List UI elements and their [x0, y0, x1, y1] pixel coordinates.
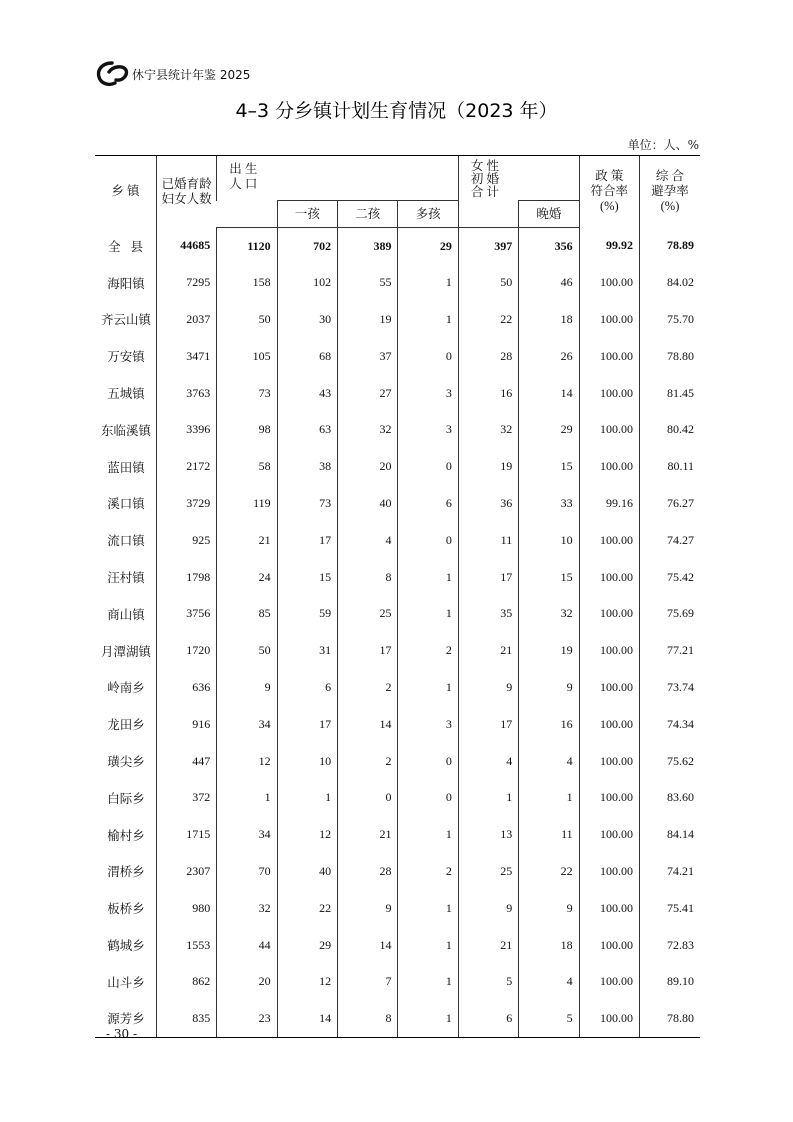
cell-first-child: 12 — [277, 963, 337, 1000]
cell-second-child: 55 — [338, 264, 398, 301]
cell-births: 58 — [217, 448, 277, 485]
header-multi-child: 多孩 — [398, 201, 458, 228]
table-row — [95, 411, 700, 448]
cell-married-women: 44685 — [156, 228, 216, 265]
cell-policy-rate: 100.00 — [579, 411, 639, 448]
cell-town: 万安镇 — [107, 349, 145, 365]
header-female-first-marriage: 女 性初 婚合 计 — [458, 156, 579, 201]
cell-births: 85 — [217, 595, 277, 632]
cell-multi-child: 1 — [398, 816, 458, 853]
table-row — [95, 375, 700, 412]
cell-married-women: 1553 — [156, 927, 216, 964]
cell-female-marriage: 9 — [458, 669, 518, 706]
cell-births: 24 — [217, 559, 277, 596]
cell-married-women: 862 — [156, 963, 216, 1000]
table-row — [95, 743, 700, 780]
cell-contraception-rate: 78.80 — [640, 1000, 700, 1037]
cell-late-marriage: 15 — [519, 448, 579, 485]
cell-births: 23 — [217, 1000, 277, 1037]
cell-second-child: 37 — [338, 338, 398, 375]
cell-married-women: 3756 — [156, 595, 216, 632]
cell-town: 东临溪镇 — [100, 422, 151, 438]
cell-policy-rate: 100.00 — [579, 816, 639, 853]
table-row — [95, 301, 700, 338]
cell-contraception-rate: 78.80 — [640, 338, 700, 375]
cell-contraception-rate: 80.11 — [640, 448, 700, 485]
cell-first-child: 59 — [277, 595, 337, 632]
cell-first-child: 63 — [277, 411, 337, 448]
cell-policy-rate: 99.16 — [579, 485, 639, 522]
cell-married-women: 835 — [156, 1000, 216, 1037]
cell-female-marriage: 11 — [458, 522, 518, 559]
cell-second-child: 8 — [338, 1000, 398, 1037]
cell-policy-rate: 99.92 — [579, 228, 639, 265]
cell-late-marriage: 9 — [519, 890, 579, 927]
cell-policy-rate: 100.00 — [579, 264, 639, 301]
table-row — [95, 559, 700, 596]
cell-second-child: 2 — [338, 743, 398, 780]
yearbook-title: 休宁县统计年鉴 2025 — [132, 68, 251, 82]
cell-first-child: 17 — [277, 706, 337, 743]
cell-town: 渭桥乡 — [107, 864, 145, 880]
header-married-women: 已婚育龄妇女人数 — [156, 156, 216, 228]
cell-town: 山斗乡 — [107, 974, 145, 990]
cell-births: 119 — [217, 485, 277, 522]
cell-multi-child: 0 — [398, 779, 458, 816]
cell-town: 流口镇 — [107, 533, 145, 549]
cell-married-women: 447 — [156, 743, 216, 780]
cell-policy-rate: 100.00 — [579, 743, 639, 780]
cell-late-marriage: 22 — [519, 853, 579, 890]
cell-female-marriage: 4 — [458, 743, 518, 780]
cell-contraception-rate: 84.02 — [640, 264, 700, 301]
cell-contraception-rate: 84.14 — [640, 816, 700, 853]
cell-female-marriage: 21 — [458, 927, 518, 964]
cell-first-child: 17 — [277, 522, 337, 559]
table-row — [95, 1000, 700, 1037]
cell-policy-rate: 100.00 — [579, 522, 639, 559]
cell-married-women: 916 — [156, 706, 216, 743]
cell-births: 20 — [217, 963, 277, 1000]
cell-married-women: 925 — [156, 522, 216, 559]
cell-multi-child: 1 — [398, 595, 458, 632]
cell-late-marriage: 5 — [519, 1000, 579, 1037]
cell-town: 榆村乡 — [107, 827, 145, 843]
header-first-child: 一孩 — [277, 201, 337, 228]
header-second-child: 二孩 — [338, 201, 398, 228]
table-row — [95, 890, 700, 927]
cell-first-child: 6 — [277, 669, 337, 706]
cell-late-marriage: 19 — [519, 632, 579, 669]
cell-multi-child: 2 — [398, 632, 458, 669]
page-number: - 30 - — [106, 1027, 138, 1041]
cell-contraception-rate: 74.27 — [640, 522, 700, 559]
yearbook-logo-icon — [96, 60, 130, 88]
cell-married-women: 2037 — [156, 301, 216, 338]
cell-births: 158 — [217, 264, 277, 301]
cell-married-women: 3729 — [156, 485, 216, 522]
cell-contraception-rate: 75.42 — [640, 559, 700, 596]
cell-births: 12 — [217, 743, 277, 780]
cell-second-child: 40 — [338, 485, 398, 522]
cell-second-child: 28 — [338, 853, 398, 890]
cell-policy-rate: 100.00 — [579, 632, 639, 669]
cell-births: 44 — [217, 927, 277, 964]
cell-multi-child: 0 — [398, 522, 458, 559]
cell-late-marriage: 11 — [519, 816, 579, 853]
table-row — [95, 927, 700, 964]
cell-female-marriage: 397 — [458, 228, 518, 265]
cell-second-child: 17 — [338, 632, 398, 669]
cell-births: 21 — [217, 522, 277, 559]
cell-births: 50 — [217, 301, 277, 338]
cell-contraception-rate: 73.74 — [640, 669, 700, 706]
family-planning-table — [95, 155, 700, 1038]
table-row — [95, 632, 700, 669]
cell-policy-rate: 100.00 — [579, 706, 639, 743]
unit-label: 单位：人、% — [627, 138, 699, 152]
cell-second-child: 7 — [338, 963, 398, 1000]
page-title: 4–3 分乡镇计划生育情况（2023 年） — [235, 100, 558, 122]
cell-late-marriage: 33 — [519, 485, 579, 522]
cell-second-child: 32 — [338, 411, 398, 448]
table-row — [95, 816, 700, 853]
cell-second-child: 21 — [338, 816, 398, 853]
cell-female-marriage: 17 — [458, 559, 518, 596]
cell-late-marriage: 356 — [519, 228, 579, 265]
cell-first-child: 38 — [277, 448, 337, 485]
table-row — [95, 485, 700, 522]
cell-female-marriage: 19 — [458, 448, 518, 485]
cell-female-marriage: 13 — [458, 816, 518, 853]
cell-town: 商山镇 — [107, 606, 145, 622]
cell-late-marriage: 4 — [519, 743, 579, 780]
header-policy-rate: 政 策符合率(%) — [579, 156, 639, 228]
cell-multi-child: 1 — [398, 963, 458, 1000]
cell-multi-child: 3 — [398, 375, 458, 412]
cell-female-marriage: 1 — [458, 779, 518, 816]
cell-late-marriage: 10 — [519, 522, 579, 559]
cell-policy-rate: 100.00 — [579, 853, 639, 890]
cell-first-child: 102 — [277, 264, 337, 301]
cell-multi-child: 0 — [398, 743, 458, 780]
cell-multi-child: 6 — [398, 485, 458, 522]
cell-town: 龙田乡 — [107, 717, 145, 733]
cell-town: 齐云山镇 — [100, 312, 151, 328]
cell-female-marriage: 21 — [458, 632, 518, 669]
cell-policy-rate: 100.00 — [579, 448, 639, 485]
cell-policy-rate: 100.00 — [579, 559, 639, 596]
cell-town: 岭南乡 — [107, 680, 145, 696]
cell-multi-child: 0 — [398, 448, 458, 485]
cell-contraception-rate: 77.21 — [640, 632, 700, 669]
header-contraception-rate: 综 合避孕率(%) — [640, 156, 700, 228]
table-row — [95, 779, 700, 816]
cell-first-child: 31 — [277, 632, 337, 669]
cell-multi-child: 1 — [398, 1000, 458, 1037]
cell-married-women: 7295 — [156, 264, 216, 301]
cell-multi-child: 2 — [398, 853, 458, 890]
cell-second-child: 4 — [338, 522, 398, 559]
cell-policy-rate: 100.00 — [579, 595, 639, 632]
cell-married-women: 1798 — [156, 559, 216, 596]
cell-late-marriage: 18 — [519, 927, 579, 964]
cell-births: 105 — [217, 338, 277, 375]
cell-late-marriage: 1 — [519, 779, 579, 816]
cell-multi-child: 29 — [398, 228, 458, 265]
cell-policy-rate: 100.00 — [579, 1000, 639, 1037]
cell-births: 98 — [217, 411, 277, 448]
table-row — [95, 853, 700, 890]
cell-first-child: 12 — [277, 816, 337, 853]
cell-policy-rate: 100.00 — [579, 375, 639, 412]
cell-female-marriage: 9 — [458, 890, 518, 927]
header-births: 出 生人 口 — [217, 156, 459, 201]
cell-policy-rate: 100.00 — [579, 890, 639, 927]
cell-contraception-rate: 75.70 — [640, 301, 700, 338]
cell-female-marriage: 32 — [458, 411, 518, 448]
cell-contraception-rate: 83.60 — [640, 779, 700, 816]
cell-contraception-rate: 76.27 — [640, 485, 700, 522]
cell-female-marriage: 22 — [458, 301, 518, 338]
cell-first-child: 15 — [277, 559, 337, 596]
cell-married-women: 372 — [156, 779, 216, 816]
cell-female-marriage: 36 — [458, 485, 518, 522]
cell-female-marriage: 28 — [458, 338, 518, 375]
header-town: 乡 镇 — [95, 156, 156, 228]
cell-births: 73 — [217, 375, 277, 412]
cell-contraception-rate: 78.89 — [640, 228, 700, 265]
cell-town: 全县 — [107, 238, 153, 254]
cell-town: 白际乡 — [107, 790, 145, 806]
cell-multi-child: 1 — [398, 669, 458, 706]
cell-policy-rate: 100.00 — [579, 338, 639, 375]
table-row — [95, 228, 700, 265]
cell-town: 鹤城乡 — [107, 938, 145, 954]
cell-contraception-rate: 75.41 — [640, 890, 700, 927]
cell-second-child: 14 — [338, 706, 398, 743]
cell-town: 蓝田镇 — [107, 459, 145, 475]
table-header — [95, 156, 700, 228]
cell-contraception-rate: 74.21 — [640, 853, 700, 890]
cell-late-marriage: 9 — [519, 669, 579, 706]
cell-births: 34 — [217, 816, 277, 853]
cell-late-marriage: 29 — [519, 411, 579, 448]
cell-multi-child: 1 — [398, 559, 458, 596]
table-row — [95, 448, 700, 485]
cell-town: 月潭湖镇 — [100, 643, 151, 659]
cell-second-child: 20 — [338, 448, 398, 485]
cell-town: 源芳乡 — [95, 1000, 156, 1037]
cell-town: 溪口镇 — [107, 496, 145, 512]
cell-female-marriage: 35 — [458, 595, 518, 632]
cell-married-women: 2307 — [156, 853, 216, 890]
cell-first-child: 10 — [277, 743, 337, 780]
cell-married-women: 3396 — [156, 411, 216, 448]
cell-second-child: 19 — [338, 301, 398, 338]
cell-births: 1 — [217, 779, 277, 816]
cell-births: 32 — [217, 890, 277, 927]
cell-female-marriage: 16 — [458, 375, 518, 412]
table-row — [95, 963, 700, 1000]
cell-multi-child: 1 — [398, 927, 458, 964]
cell-second-child: 14 — [338, 927, 398, 964]
table-body — [95, 228, 700, 1038]
cell-second-child: 0 — [338, 779, 398, 816]
cell-first-child: 73 — [277, 485, 337, 522]
cell-female-marriage: 25 — [458, 853, 518, 890]
cell-late-marriage: 46 — [519, 264, 579, 301]
cell-married-women: 636 — [156, 669, 216, 706]
cell-multi-child: 0 — [398, 338, 458, 375]
cell-multi-child: 1 — [398, 890, 458, 927]
cell-contraception-rate: 75.62 — [640, 743, 700, 780]
cell-first-child: 29 — [277, 927, 337, 964]
cell-late-marriage: 15 — [519, 559, 579, 596]
cell-contraception-rate: 89.10 — [640, 963, 700, 1000]
cell-births: 34 — [217, 706, 277, 743]
cell-policy-rate: 100.00 — [579, 927, 639, 964]
cell-policy-rate: 100.00 — [579, 301, 639, 338]
cell-late-marriage: 16 — [519, 706, 579, 743]
cell-married-women: 3763 — [156, 375, 216, 412]
table-row — [95, 706, 700, 743]
cell-multi-child: 3 — [398, 706, 458, 743]
cell-female-marriage: 6 — [458, 1000, 518, 1037]
cell-married-women: 3471 — [156, 338, 216, 375]
cell-first-child: 43 — [277, 375, 337, 412]
cell-town: 海阳镇 — [107, 275, 145, 291]
table-row — [95, 669, 700, 706]
cell-multi-child: 1 — [398, 264, 458, 301]
table-row — [95, 595, 700, 632]
cell-first-child: 14 — [277, 1000, 337, 1037]
cell-late-marriage: 18 — [519, 301, 579, 338]
cell-late-marriage: 14 — [519, 375, 579, 412]
cell-married-women: 2172 — [156, 448, 216, 485]
cell-births: 70 — [217, 853, 277, 890]
cell-married-women: 1715 — [156, 816, 216, 853]
cell-multi-child: 1 — [398, 301, 458, 338]
table-row — [95, 338, 700, 375]
cell-first-child: 22 — [277, 890, 337, 927]
cell-female-marriage: 50 — [458, 264, 518, 301]
cell-first-child: 40 — [277, 853, 337, 890]
cell-policy-rate: 100.00 — [579, 669, 639, 706]
cell-births: 50 — [217, 632, 277, 669]
cell-contraception-rate: 80.42 — [640, 411, 700, 448]
table-row — [95, 264, 700, 301]
cell-contraception-rate: 75.69 — [640, 595, 700, 632]
cell-married-women: 980 — [156, 890, 216, 927]
cell-policy-rate: 100.00 — [579, 779, 639, 816]
cell-married-women: 1720 — [156, 632, 216, 669]
cell-second-child: 27 — [338, 375, 398, 412]
cell-second-child: 2 — [338, 669, 398, 706]
cell-policy-rate: 100.00 — [579, 963, 639, 1000]
cell-second-child: 8 — [338, 559, 398, 596]
cell-late-marriage: 4 — [519, 963, 579, 1000]
cell-contraception-rate: 72.83 — [640, 927, 700, 964]
cell-late-marriage: 32 — [519, 595, 579, 632]
cell-first-child: 68 — [277, 338, 337, 375]
cell-first-child: 30 — [277, 301, 337, 338]
table-row — [95, 522, 700, 559]
cell-births: 9 — [217, 669, 277, 706]
cell-female-marriage: 17 — [458, 706, 518, 743]
cell-second-child: 389 — [338, 228, 398, 265]
cell-female-marriage: 5 — [458, 963, 518, 1000]
cell-multi-child: 3 — [398, 411, 458, 448]
cell-second-child: 25 — [338, 595, 398, 632]
cell-town: 汪村镇 — [107, 570, 145, 586]
cell-first-child: 1 — [277, 779, 337, 816]
cell-contraception-rate: 74.34 — [640, 706, 700, 743]
cell-town: 五城镇 — [107, 386, 145, 402]
cell-town: 板桥乡 — [107, 901, 145, 917]
header-late-marriage: 晚婚 — [519, 201, 579, 228]
cell-first-child: 702 — [277, 228, 337, 265]
cell-contraception-rate: 81.45 — [640, 375, 700, 412]
cell-town: 璜尖乡 — [107, 754, 145, 770]
cell-late-marriage: 26 — [519, 338, 579, 375]
cell-second-child: 9 — [338, 890, 398, 927]
cell-births: 1120 — [217, 228, 277, 265]
